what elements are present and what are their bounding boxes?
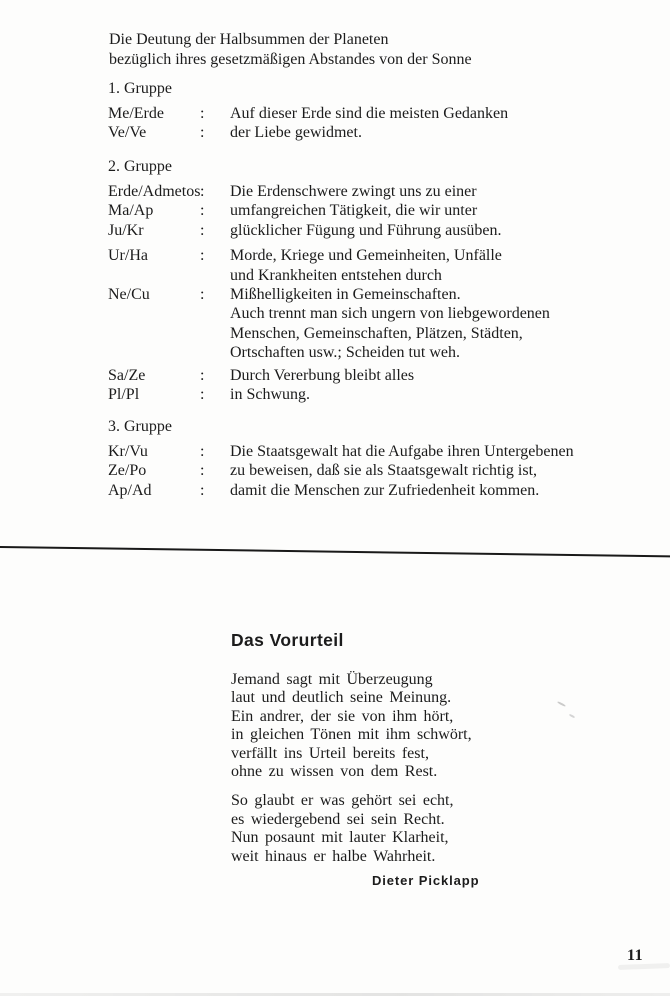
colon-separator: :: [200, 442, 205, 460]
group-1-section: [108, 79, 650, 143]
table-row: [108, 221, 650, 240]
scan-speck: [557, 701, 566, 707]
interpretation-text: glücklicher Fügung und Führung ausüben.: [230, 221, 502, 239]
interpretation-text: Auch trennt man sich ungern von liebgewordenen: [230, 305, 550, 323]
colon-separator: :: [200, 221, 205, 239]
poem-line: laut und deutlich seine Meinung.: [231, 689, 452, 707]
table-row: [108, 343, 650, 362]
poem-line: Ein andrer, der sie von ihm hört,: [231, 707, 454, 725]
table-row: [108, 481, 650, 500]
interpretation-text: damit die Menschen zur Zufriedenheit kommen.: [230, 481, 540, 499]
colon-separator: :: [200, 247, 205, 265]
poem-line: So glaubt er was gehört sei echt,: [231, 792, 454, 810]
planet-pair-label: Ap/Ad: [108, 481, 152, 499]
poem-author: Dieter Picklapp: [372, 873, 480, 889]
table-row: [108, 385, 650, 404]
table-row: [108, 285, 650, 304]
colon-separator: :: [200, 462, 205, 480]
colon-separator: :: [200, 182, 205, 200]
scan-smudge: [618, 963, 670, 970]
poem-stanza-2: [231, 792, 479, 866]
interpretation-text: Ortschaften usw.; Scheiden tut weh.: [230, 343, 461, 361]
table-row: [108, 123, 650, 142]
planet-pair-label: Me/Erde: [108, 104, 164, 122]
table-row: [108, 104, 650, 123]
poem-line: verfällt ins Urteil bereits fest,: [231, 744, 429, 762]
table-row: [108, 246, 650, 265]
colon-separator: :: [200, 124, 205, 142]
document-title: [109, 30, 472, 69]
poem-line: in gleichen Tönen mit ihm schwört,: [231, 726, 472, 744]
planet-pair-label: [108, 304, 200, 323]
group-3-heading: 3. Gruppe: [108, 418, 172, 435]
table-row: [108, 266, 650, 285]
poem-line: Jemand sagt mit Überzeugung: [231, 671, 433, 688]
interpretation-text: zu beweisen, daß sie als Staatsgewalt richtig ist,: [230, 462, 538, 480]
planet-pair-label: Ju/Kr: [108, 221, 144, 239]
table-row: [108, 366, 650, 385]
interpretation-text: der Liebe gewidmet.: [230, 124, 362, 142]
planet-pair-label: Sa/Ze: [108, 367, 146, 385]
table-row: [108, 324, 650, 343]
interpretation-text: Die Erdenschwere zwingt uns zu einer: [230, 182, 477, 200]
poem-line: Nun posaunt mit lauter Klarheit,: [231, 829, 449, 847]
planet-pair-label: [108, 324, 200, 343]
colon-separator: :: [200, 481, 205, 499]
document-title-line2: bezüglich ihres gesetzmäßigen Abstandes von der Sonne: [109, 50, 472, 68]
poem-line: es wiedergebend sei sein Recht.: [231, 810, 445, 828]
planet-pair-label: Ur/Ha: [108, 247, 148, 265]
planet-pair-label: Ve/Ve: [108, 124, 147, 142]
planet-pair-label: Ne/Cu: [108, 285, 150, 303]
planet-pair-label: [108, 343, 200, 362]
colon-separator: :: [200, 367, 205, 385]
colon-separator: :: [200, 386, 205, 404]
colon-separator: :: [200, 104, 205, 122]
planet-pair-label: Erde/Admetos: [108, 182, 201, 200]
planet-pair-label: [108, 266, 200, 285]
scan-speck: [569, 714, 575, 719]
planet-pair-label: Ma/Ap: [108, 202, 154, 220]
table-row: [108, 461, 650, 480]
interpretation-text: Mißhelligkeiten in Gemeinschaften.: [230, 285, 461, 303]
colon-separator: [200, 343, 230, 362]
poem-line: weit hinaus er halbe Wahrheit.: [231, 847, 436, 865]
poem-line: ohne zu wissen von dem Rest.: [231, 763, 438, 781]
section-divider-line: [0, 546, 670, 557]
group-2-section: [108, 157, 650, 405]
colon-separator: :: [200, 202, 205, 220]
interpretation-text: Auf dieser Erde sind die meisten Gedanken: [230, 104, 509, 122]
poem-section: [231, 630, 479, 889]
group-1-heading: 1. Gruppe: [108, 80, 172, 97]
colon-separator: [200, 266, 230, 285]
table-row: [108, 304, 650, 323]
planet-pair-label: Ze/Po: [108, 462, 147, 480]
page-number: 11: [627, 947, 644, 964]
planet-pair-label: Kr/Vu: [108, 442, 148, 460]
interpretation-text: und Krankheiten entstehen durch: [230, 266, 442, 284]
interpretation-text: in Schwung.: [230, 386, 310, 404]
table-row: [108, 182, 650, 201]
poem-title: Das Vorurteil: [231, 630, 344, 650]
colon-separator: [200, 324, 230, 343]
interpretation-text: umfangreichen Tätigkeit, die wir unter: [230, 202, 478, 220]
poem-stanza-1: [231, 671, 479, 781]
planet-pair-label: Pl/Pl: [108, 386, 140, 404]
table-row: [108, 201, 650, 220]
group-2-heading: 2. Gruppe: [108, 158, 172, 175]
table-row: [108, 442, 650, 461]
colon-separator: [200, 304, 230, 323]
document-title-line1: Die Deutung der Halbsummen der Planeten: [109, 31, 389, 48]
interpretation-text: Morde, Kriege und Gemeinheiten, Unfälle: [230, 247, 502, 265]
group-3-section: [108, 417, 650, 500]
interpretation-text: Menschen, Gemeinschaften, Plätzen, Städten,: [230, 324, 523, 342]
colon-separator: :: [200, 285, 205, 303]
interpretation-text: Durch Vererbung bleibt alles: [230, 367, 415, 385]
interpretation-text: Die Staatsgewalt hat die Aufgabe ihren Untergebenen: [230, 442, 574, 460]
